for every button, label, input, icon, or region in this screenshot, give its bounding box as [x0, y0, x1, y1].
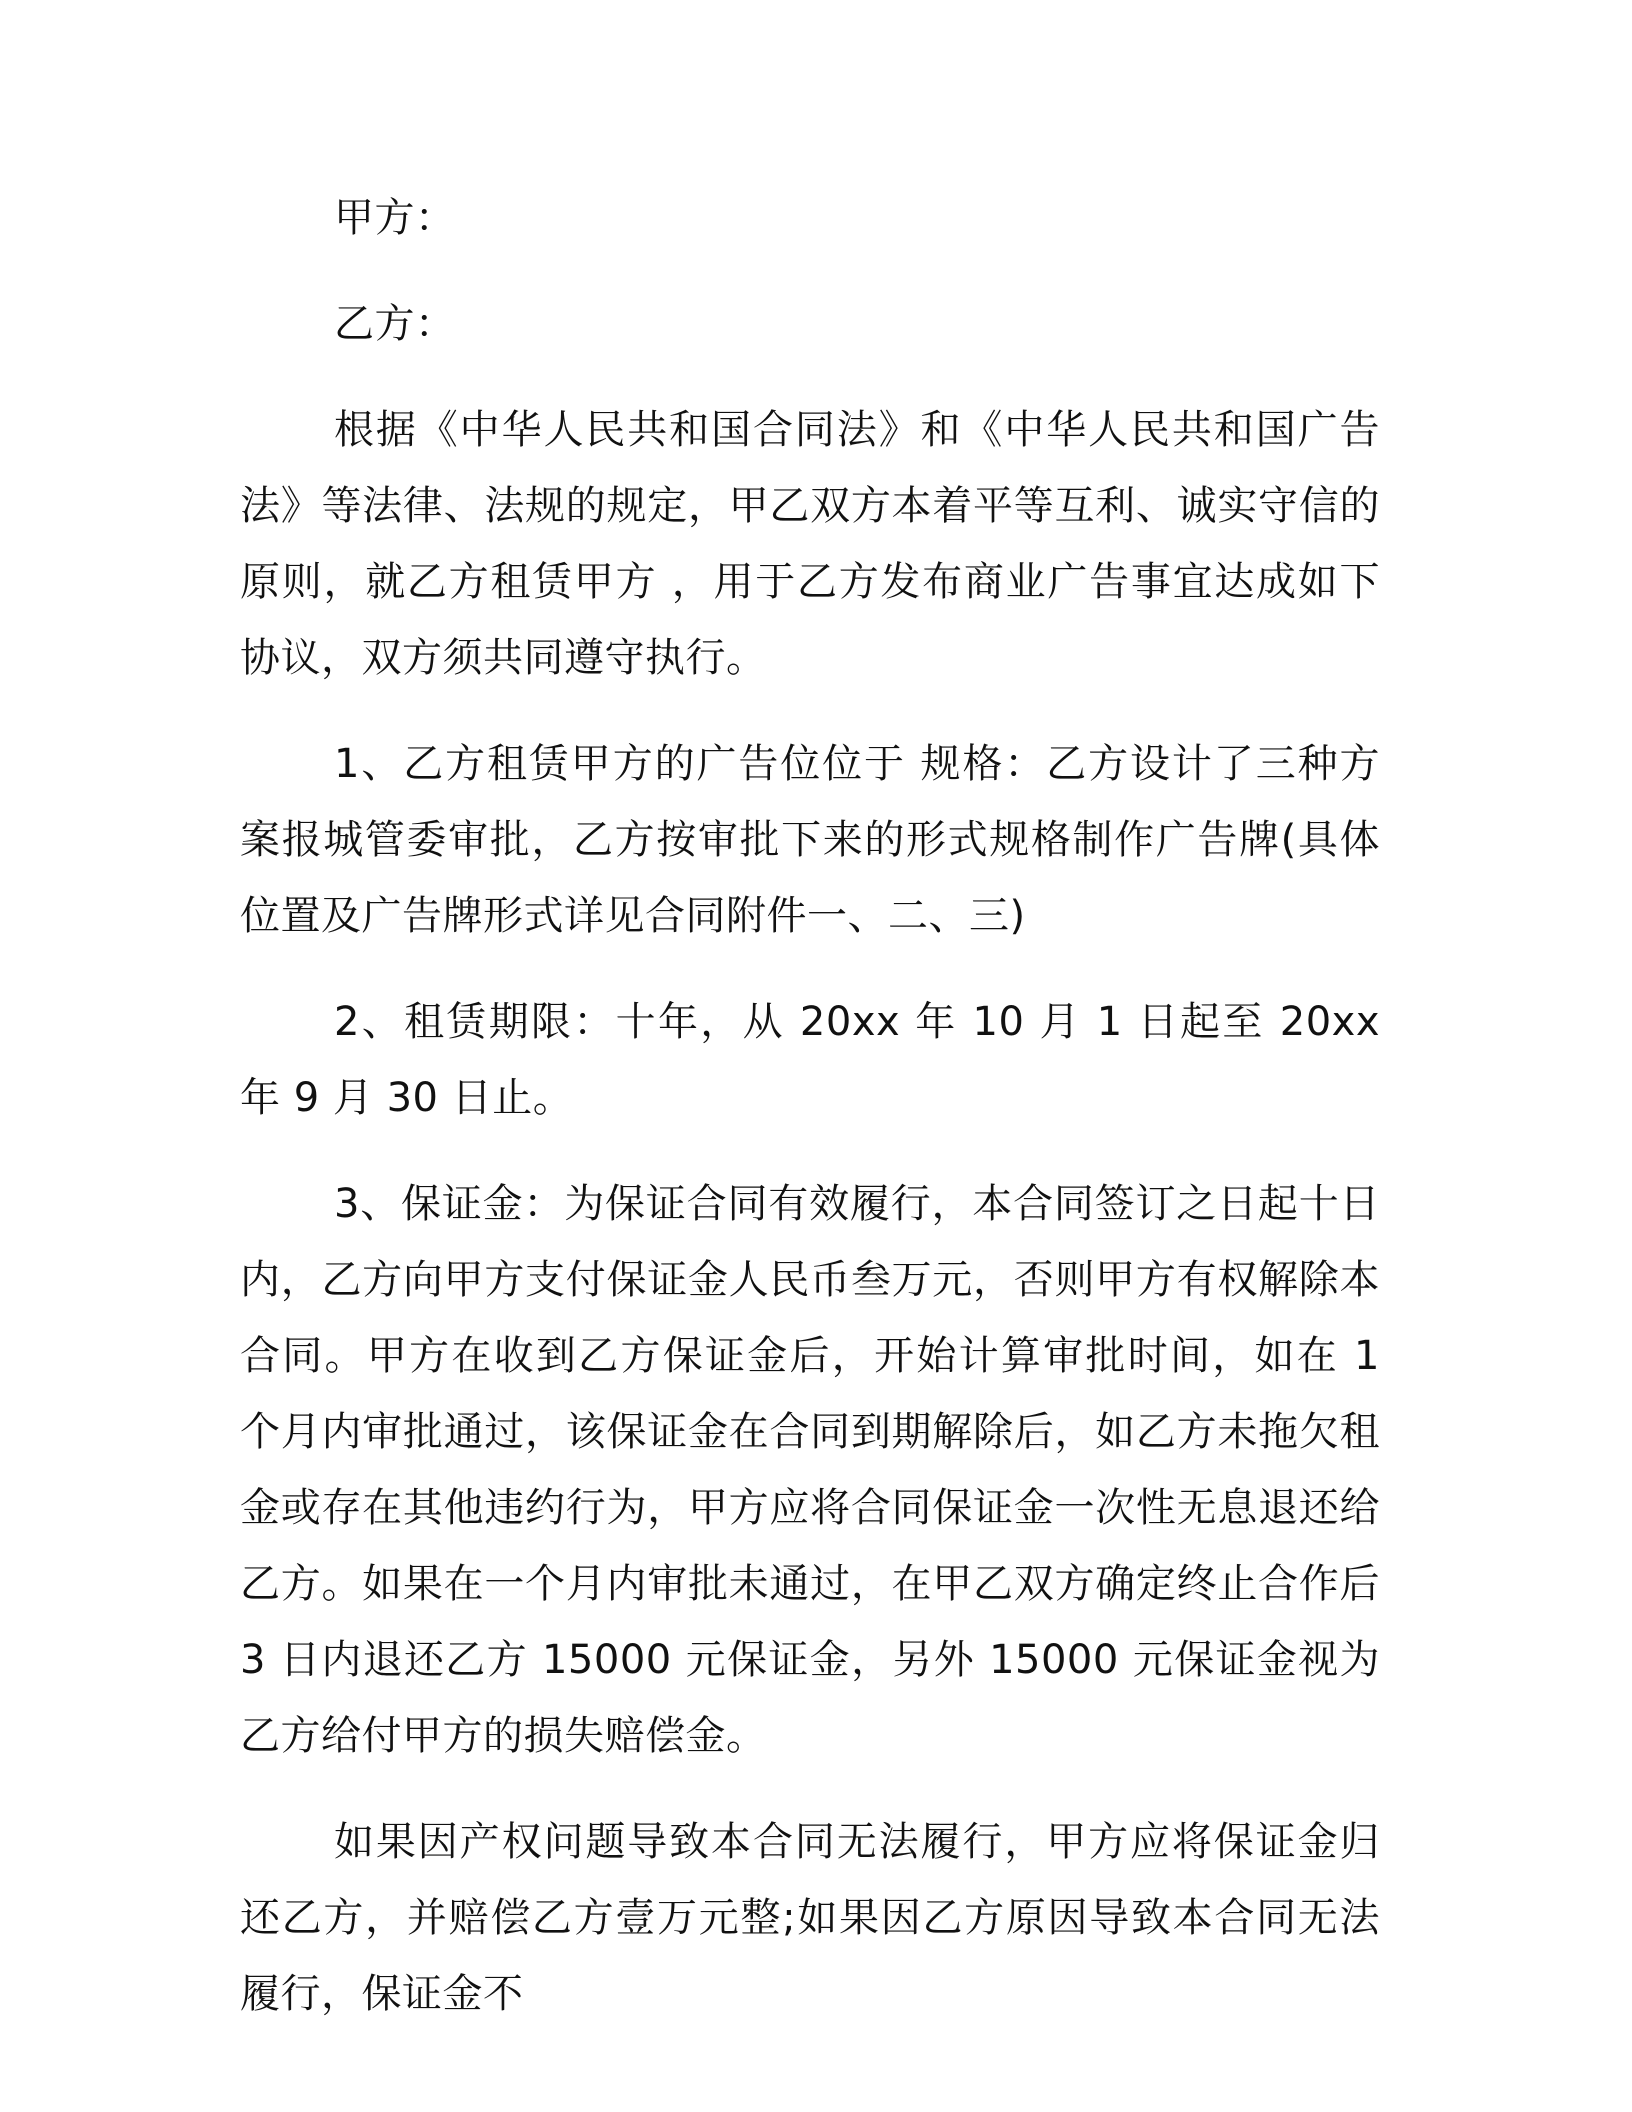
preamble-paragraph: 根据《中华人民共和国合同法》和《中华人民共和国广告法》等法律、法规的规定，甲乙双方本着平等互利、诚实守信的原则，就乙方租赁甲方 ，用于乙方发布商业广告事宜达成如下协议，双方须共同遵守执行。: [240, 407, 1380, 681]
party-a-line: 甲方：: [334, 195, 456, 241]
document-body: [240, 180, 1380, 2032]
clause-1-paragraph: 1、乙方租赁甲方的广告位位于 规格：乙方设计了三种方案报城管委审批，乙方按审批下来的形式规格制作广告牌(具体位置及广告牌形式详见合同附件一、二、三): [240, 741, 1380, 939]
property-rights-paragraph: 如果因产权问题导致本合同无法履行，甲方应将保证金归还乙方，并赔偿乙方壹万元整;如果因乙方原因导致本合同无法履行，保证金不: [240, 1819, 1380, 2017]
clause-3-paragraph: 3、保证金：为保证合同有效履行，本合同签订之日起十日内，乙方向甲方支付保证金人民币叁万元，否则甲方有权解除本合同。甲方在收到乙方保证金后，开始计算审批时间，如在 1 个月内审批通过，该保证金在合同到期解除后，如乙方未拖欠租金或存在其他违约行为，甲方应将合同保证金一次性无息退还给乙方。如果在一个月内审批未通过，在甲乙双方确定终止合作后 3 日内退还乙方 15000 元保证金，另外 15000 元保证金视为乙方给付甲方的损失赔偿金。: [240, 1181, 1380, 1759]
clause-2-paragraph: 2、租赁期限：十年，从 20xx 年 10 月 1 日起至 20xx 年 9 月 30 日止。: [240, 999, 1380, 1121]
party-b-line: 乙方：: [334, 301, 456, 347]
